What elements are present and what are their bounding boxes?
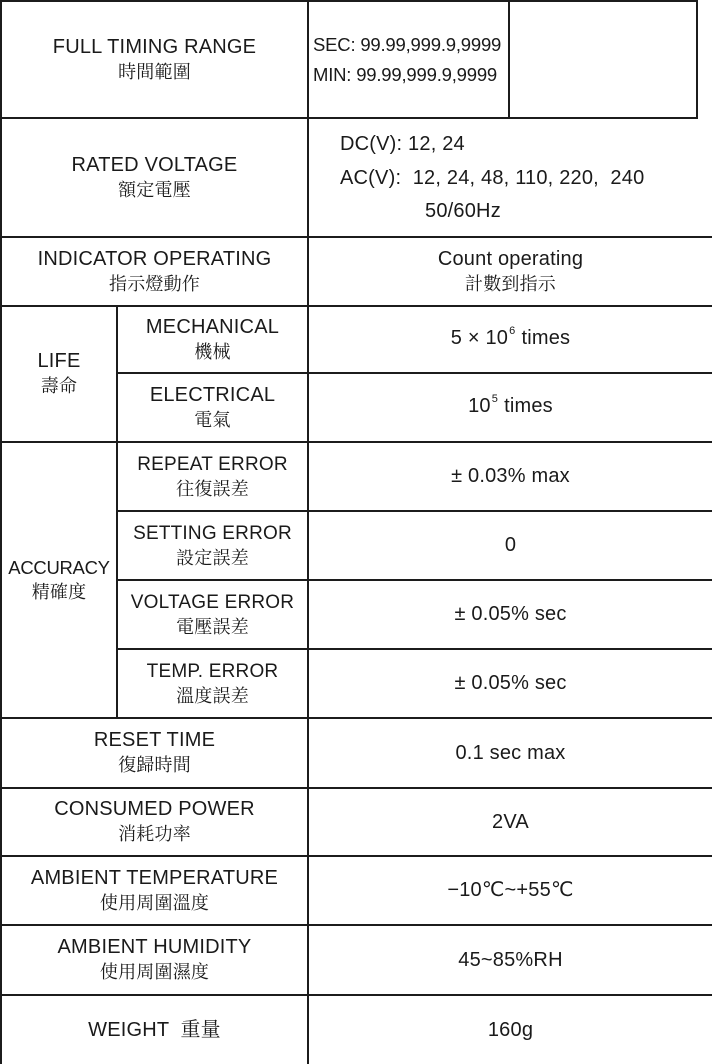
label-zh: 機械 <box>194 341 231 363</box>
label-en: TEMP. ERROR <box>146 660 279 682</box>
label-zh: 電氣 <box>194 409 231 431</box>
frequency: 50/60Hz <box>425 200 501 222</box>
value-zh: 計數到指示 <box>465 273 556 295</box>
divider-range <box>508 0 510 118</box>
label-en: RESET TIME <box>93 729 216 751</box>
voltage-error-label <box>118 581 307 648</box>
label-en: VOLTAGE ERROR <box>130 591 295 613</box>
temp-error-label <box>118 650 307 717</box>
value: −10℃~+55℃ <box>447 879 574 901</box>
electrical-label <box>118 374 307 441</box>
value: ± 0.05% sec <box>454 672 567 694</box>
full-timing-range-value <box>313 2 508 117</box>
min-range: MIN: 99.99,999.9,9999 <box>313 63 498 85</box>
voltage-error-value <box>309 581 712 648</box>
label-en: ACCURACY <box>8 557 110 578</box>
label-en: AMBIENT TEMPERATURE <box>30 866 279 889</box>
value-exponent: 5 <box>491 392 499 405</box>
setting-error-value <box>309 512 712 579</box>
ambient-temperature-value <box>309 857 712 924</box>
value: 45~85%RH <box>458 948 563 971</box>
border-right <box>696 0 698 118</box>
sec-range: SEC: 99.99,999.9,9999 <box>313 33 502 55</box>
label-en: REPEAT ERROR <box>137 453 288 475</box>
label-en: SETTING ERROR <box>133 522 292 544</box>
value: 2VA <box>492 810 529 833</box>
full-timing-range-label <box>2 2 307 117</box>
weight-label <box>2 996 307 1064</box>
label-en: FULL TIMING RANGE <box>52 35 257 58</box>
label-en: MECHANICAL <box>145 315 280 338</box>
reset-time-value <box>309 719 712 787</box>
label-zh: 額定電壓 <box>118 179 191 201</box>
value-unit: times <box>521 326 571 349</box>
label-en: ELECTRICAL <box>149 383 276 406</box>
dc-voltage: DC(V): 12, 24 <box>340 133 465 155</box>
value: 0.1 sec max <box>455 741 566 764</box>
label-en: INDICATOR OPERATING <box>37 247 272 270</box>
label-en: LIFE <box>37 350 81 372</box>
label-zh: 溫度誤差 <box>176 685 249 707</box>
repeat-error-label <box>118 443 307 510</box>
ambient-humidity-value <box>309 926 712 994</box>
label-zh: 時間範圍 <box>118 61 191 83</box>
value: ± 0.05% sec <box>454 603 567 625</box>
ambient-humidity-label <box>2 926 307 994</box>
value-unit: times <box>504 394 553 417</box>
label-zh: 消耗功率 <box>118 824 191 845</box>
label-en: AMBIENT HUMIDITY <box>57 936 252 958</box>
mechanical-label <box>118 307 307 372</box>
label-zh: 電壓誤差 <box>176 616 249 638</box>
label-en: RATED VOLTAGE <box>71 153 238 176</box>
indicator-operating-label <box>2 238 307 305</box>
label-zh: 精確度 <box>31 582 87 603</box>
value: ± 0.03% max <box>451 465 570 487</box>
label-zh: 使用周圍溫度 <box>99 892 210 914</box>
value-en: Count operating <box>437 247 584 270</box>
label-zh: 指示燈動作 <box>109 273 200 295</box>
rated-voltage-value <box>340 132 700 224</box>
repeat-error-value <box>309 443 712 510</box>
electrical-value <box>309 374 712 441</box>
setting-error-label <box>118 512 307 579</box>
value-base: 10 <box>468 394 491 417</box>
value: 160g <box>487 1018 534 1041</box>
ambient-temperature-label <box>2 857 307 924</box>
label-zh: 使用周圍濕度 <box>99 962 210 983</box>
value: 0 <box>504 534 517 556</box>
label: WEIGHT 重量 <box>88 1018 221 1041</box>
consumed-power-label <box>2 789 307 855</box>
label-zh: 設定誤差 <box>176 547 249 569</box>
accuracy-label <box>2 443 116 717</box>
life-label <box>2 307 116 441</box>
label-en: CONSUMED POWER <box>54 798 255 820</box>
value-exponent: 6 <box>509 324 516 337</box>
label-zh: 往復誤差 <box>176 478 249 500</box>
mechanical-value <box>309 307 712 372</box>
label-zh: 復歸時間 <box>118 755 191 776</box>
temp-error-value <box>309 650 712 717</box>
label-zh: 壽命 <box>40 376 78 397</box>
reset-time-label <box>2 719 307 787</box>
rated-voltage-label <box>2 119 307 236</box>
value-base: 5 × 10 <box>450 326 509 349</box>
weight-value <box>309 996 712 1064</box>
indicator-operating-value <box>309 238 712 305</box>
ac-voltage: AC(V): 12, 24, 48, 110, 220, 240 <box>340 166 645 189</box>
consumed-power-value <box>309 789 712 855</box>
